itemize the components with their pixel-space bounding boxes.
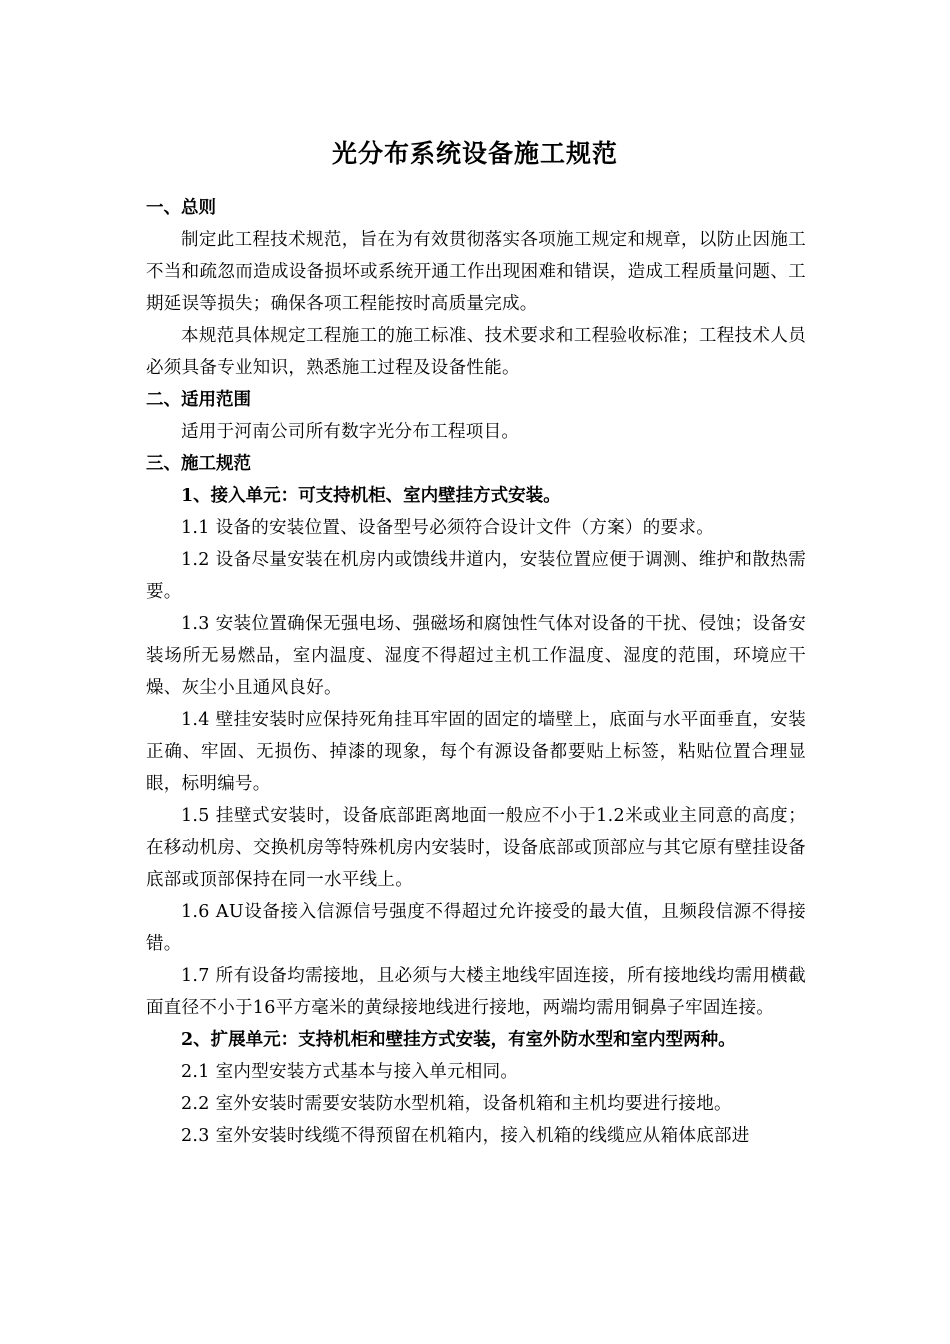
clause-item: 1.6 AU设备接入信源信号强度不得超过允许接受的最大值，且频段信源不得接错。 <box>146 902 806 954</box>
document-body <box>146 192 806 1152</box>
clause-item: 1.3 安装位置确保无强电场、强磁场和腐蚀性气体对设备的干扰、侵蚀；设备安装场所无易燃品，室内温度、湿度不得超过主机工作温度、湿度的范围，环境应干燥、灰尘小且通风良好。 <box>146 614 806 698</box>
clause-item: 2.2 室外安装时需要安装防水型机箱，设备机箱和主机均要进行接地。 <box>181 1094 732 1114</box>
clause-item: 1.2 设备尽量安装在机房内或馈线井道内，安装位置应便于调测、维护和散热需要。 <box>146 550 806 602</box>
subsection-title-access-unit: 1、接入单元：可支持机柜、室内壁挂方式安装。 <box>181 486 561 506</box>
section-heading-construction: 三、施工规范 <box>146 454 251 474</box>
subsection-title-expansion-unit: 2、扩展单元：支持机柜和壁挂方式安装，有室外防水型和室内型两种。 <box>181 1030 736 1050</box>
clause-item: 2.3 室外安装时线缆不得预留在机箱内，接入机箱的线缆应从箱体底部进 <box>181 1126 750 1146</box>
document-title: 光分布系统设备施工规范 <box>331 139 618 168</box>
paragraph: 制定此工程技术规范，旨在为有效贯彻落实各项施工规定和规章，以防止因施工不当和疏忽而造成设备损坏或系统开通工作出现困难和错误，造成工程质量问题、工期延误等损失；确保各项工程能按时高质量完成。 <box>146 230 806 314</box>
section-heading-scope: 二、适用范围 <box>146 390 251 410</box>
clause-item: 2.1 室内型安装方式基本与接入单元相同。 <box>181 1062 519 1082</box>
paragraph: 适用于河南公司所有数字光分布工程项目。 <box>181 422 520 442</box>
clause-item: 1.1 设备的安装位置、设备型号必须符合设计文件（方案）的要求。 <box>181 518 714 538</box>
clause-item: 1.4 壁挂安装时应保持死角挂耳牢固的固定的墙壁上，底面与水平面垂直，安装正确、牢固、无损伤、掉漆的现象，每个有源设备都要贴上标签，粘贴位置合理显眼，标明编号。 <box>146 710 806 794</box>
paragraph: 本规范具体规定工程施工的施工标准、技术要求和工程验收标准；工程技术人员必须具备专业知识，熟悉施工过程及设备性能。 <box>146 326 806 378</box>
clause-item: 1.5 挂壁式安装时，设备底部距离地面一般应不小于1.2米或业主同意的高度；在移动机房、交换机房等特殊机房内安装时，设备底部或顶部应与其它原有壁挂设备底部或顶部保持在同一水平线上。 <box>146 806 806 890</box>
clause-item: 1.7 所有设备均需接地，且必须与大楼主地线牢固连接，所有接地线均需用横截面直径不小于16平方毫米的黄绿接地线进行接地，两端均需用铜鼻子牢固连接。 <box>146 966 806 1018</box>
section-heading-general: 一、总则 <box>146 198 216 218</box>
